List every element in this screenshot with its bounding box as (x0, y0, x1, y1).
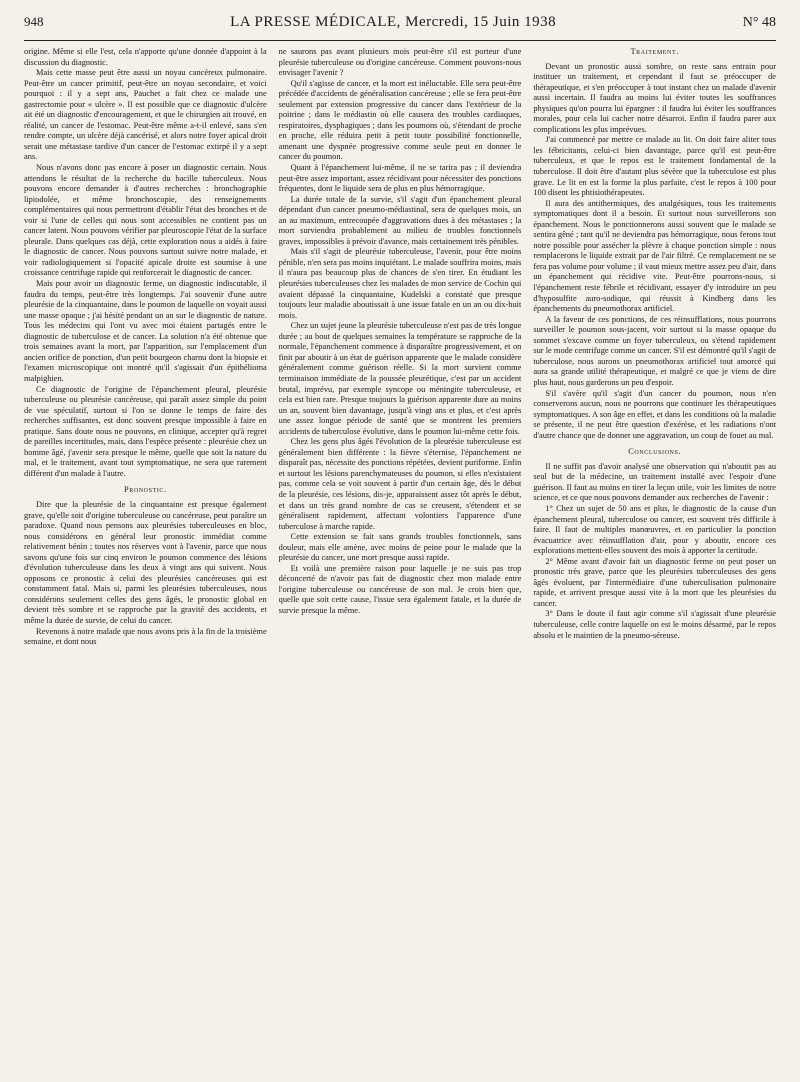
paragraph: Il aura des antithermiques, des analgésiques, tous les traitements symptomatiques dont il a besoin. Et surtout nous surveillerons son épanchement. Nous le ponctionnerons aussi souvent que le malade se sentira gêné ; tant qu'il ne deviendra pas hémorragique, nous ferons tout notre possible pour assécher la plèvre à chaque ponction simple : nous remplacerons le liquide extrait par de l'air filtré. Ce remplacement ne se fera pas volume pour volume ; il vaut mieux mettre assez peu d'air, dans un épanchement qui récidive vite. Peut-être pourrons-nous, si l'épanchement reste fébrile et récidivant, essayer d'y introduire un peu d'hyposulfite auro-sodique, qui réussit à Kindberg dans les épanchements du pneumothorax artificiel. (533, 198, 777, 314)
paragraph: 3° Dans le doute il faut agir comme s'il s'agissait d'une pleurésie tuberculeuse, celle contre laquelle on est le moins désarmé, par le repos absolu et le maintien de la pneumo-séreuse. (533, 609, 777, 640)
journal-title: LA PRESSE MÉDICALE, Mercredi, 15 Juin 1938 (230, 14, 557, 30)
paragraph: 2° Même avant d'avoir fait un diagnostic ferme on peut poser un pronostic très grave, parce que les pleurésies tuberculeuses des gens âgés évoluent, par l'intermédiaire d'une tuberculisation pulmonaire rapide, et arrivent presque aussi vite à la mort que les pleurésies du cancer. (533, 556, 777, 608)
paragraph: Nous n'avons donc pas encore à poser un diagnostic certain. Nous attendons le résultat de la recherche du bacille tuberculeux. Nous pouvons encore demander à d'autres recherches : bronchographie lipiodolée, et même bronchoscopie, des renseignements complémentaires qui nous permettront d'établir l'état des bronches et de voir si l'une de celles qui nous sont accessibles ne contient pas un cancer latent. Nous pouvons vérifier par pleuroscopie l'état de la surface pleurale. Dans quelques cas déjà, cette exploration nous a aidés à faire le diagnostic de cancer. Nous pouvons surtout suivre notre malade, et voir radiologiquement si l'opacité apicale droite est soumise à une croissance centrifuge rapide qui renforcerait le diagnostic de cancer. (24, 163, 267, 278)
paragraph: 1° Chez un sujet de 50 ans et plus, le diagnostic de la cause d'un épanchement pleural, tuberculose ou cancer, est souvent très difficile à faire. Il faut de multiples manœuvres, et en particulier la ponction évacuatrice avec réinsufflation d'air, pour y aboutir, encore ces explorations mettent-elles souvent des mois à apporter la certitude. (533, 503, 777, 556)
paragraph: S'il s'avère qu'il s'agit d'un cancer du poumon, nous n'en conserverons aucun, nous ne pourrons que continuer les thérapeutiques symptomatiques. A son âge en effet, et dans les conditions où la maladie se présente, il ne peut être question d'exérèse, et les radiations n'ont d'autre chance que de donner une aggravation, un coup de fouet au mal. (533, 388, 777, 440)
paragraph: J'ai commencé par mettre ce malade au lit. On doit faire aliter tous les fébricitants, celui-ci bien davantage, parce qu'il est peut-être tuberculeux, et que le repos est le traitement fondamental de la tuberculose. Il doit être d'autant plus sévère que la tuberculose est plus grave. Le lit en est la forme la plus parfaite, c'est le repos à 100 pour 100 disent les phtisiothérapeutes. (533, 135, 777, 198)
paragraph: Il ne suffit pas d'avoir analysé une observation qui n'aboutit pas au seul but de la médecine, un traitement installé avec l'espoir d'une guérison. Il faut au moins en tirer la leçon utile, voir les limites de notre science, et ce que nous pouvons demander aux recherches de l'avenir : (533, 461, 777, 503)
paragraph: origine. Même si elle l'est, cela n'apporte qu'une donnée d'appoint à la discussion du diagnostic. (24, 47, 267, 67)
paragraph: Mais pour avoir un diagnostic ferme, un diagnostic indiscutable, il faudra du temps, peut-être très longtemps. J'ai souvenir d'une autre pleurésie de la cinquantaine, dans le poumon de laquelle on voyait aussi une masse opaque ; j'ai hésité pendant un an sur le diagnostic de nature. Tous les médecins qui l'ont vu avec moi étaient partagés entre le diagnostic de tuberculose et de cancer. La solution n'a été obtenue que trois semaines avant la mort, par l'apparition, sur l'emplacement d'un ancien orifice de ponction, d'un petit bourgeon charnu dont la biopsie et l'examen microscopique ont montré qu'il s'agissait d'un épithélioma malpighien. (24, 279, 267, 383)
paragraph: Chez les gens plus âgés l'évolution de la pleurésie tuberculeuse est généralement bien différente : la fièvre s'éternise, l'épanchement ne disparaît pas, nécessite des ponctions répétées, devient puriforme. Enfin et surtout les lésions parenchymateuses du poumon, si elles n'existaient pas, comme cela se voit souvent à partir d'un certain âge, dès le début de la pleurésie, ces lésions, dis-je, apparaissent assez tôt après le début, et dans un très grand nombre de cas se creusent, s'étendent et se généralisent rapidement, affectant volontiers l'apparence d'une tuberculose à marche rapide. (278, 437, 522, 531)
paragraph: Mais s'il s'agit de pleurésie tuberculeuse, l'avenir, pour être moins pénible, n'en sera pas moins inquiétant. Le malade souffrira moins, mais il n'aura pas beaucoup plus de chances de s'en tirer. En étudiant les pleurésies tuberculeuses chez les malades de mon service de Cochin qui avaient dépassé la cinquantaine, Kudelski a constaté que presque toujours leur maladie aboutissait à une issue fatale en un an ou dix-huit mois. (278, 247, 522, 320)
issue-number: N° 48 (742, 15, 776, 30)
paragraph: Cette extension se fait sans grands troubles fonctionnels, sans douleur, mais elle amène, avec moins de peine pour le malade que la pleurésie du cancer, une mort presque aussi rapide. (278, 532, 522, 563)
paragraph: Et voilà une première raison pour laquelle je ne suis pas trop déconcerté de n'avoir pas fait de diagnostic chez mon malade entre l'origine tuberculeuse ou cancéreuse de son mal. Je crois bien que, quelle que soit cette cause, l'issue sera également fatale, et la durée de survie presque la même. (278, 563, 522, 615)
paragraph: A la faveur de ces ponctions, de ces réinsufflations, nous pourrons surveiller le poumon sous-jacent, voir surtout si la masse opaque du sommet s'excave comme un foyer tuberculeux, ou s'étend rapidement sur le mode centrifuge comme un cancer. S'il est démontré qu'il s'agit de tuberculose, nous aurons un pneumothorax artificiel tout amorcé qui aura sa grande utilité thérapeutique, et malgré ce que je viens de dire plus haut, nous garderons un peu d'espoir. (533, 314, 777, 387)
column-2 (279, 47, 522, 1077)
paragraph: Ce diagnostic de l'origine de l'épanchement pleural, pleurésie tuberculeuse ou pleurésie cancéreuse, qui paraît assez simple du point de vue spéculatif, surtout si l'on se donne le temps de faire des recherches suffisantes, est donc souvent presque impossible à faire en pratique. Sans doute nous ne pouvons, en clinique, accepter qu'à regret de pareilles incertitudes, mais, dans l'espèce présente : pleurésie chez un homme âgé, j'avenir sera presque le même, quelle que soit la nature du mal, et le traitement, avant tout symptomatique, ne sera que rarement différent d'un malade à l'autre. (24, 384, 267, 478)
paragraph: Quant à l'épanchement lui-même, il ne se tarira pas ; il deviendra peut-être assez important, assez récidivant pour nécessiter des ponctions fréquentes, dont le liquide sera de plus en plus hémorragique. (278, 163, 522, 194)
column-1 (24, 47, 267, 1077)
section-heading-pronostic: Pronostic. (123, 485, 167, 495)
paragraph: ne saurons pas avant plusieurs mois peut-être s'il est porteur d'une pleurésie tuberculeuse ou d'origine cancéreuse. Comment pouvons-nous envisager l'avenir ? (278, 47, 522, 78)
paragraph: Qu'il s'agisse de cancer, et la mort est inéluctable. Elle sera peut-être précédée d'accidents de généralisation cancéreuse ; elle se fera peut-être seulement par extension progressive du cancer dans l'extérieur de la poitrine ; dans le médiastin où elle causera des troubles cardiaques, respiratoires, dysphagiques ; dans les poumons où, s'étendant de proche en proche, elle réduira petit à petit toute possibilité fonctionnelle, amenant une dyspnée progressive comme seule peut en donner le cancer du poumon. (278, 78, 522, 162)
paragraph: Mais cette masse peut être aussi un noyau cancéreux pulmonaire. Peut-être un cancer primitif, peut-être un noyau secondaire, et voici pourquoi : il y a sept ans, Pauchet a fait chez ce malade une gastrectomie pour « ulcère ». Il est possible que ce diagnostic d'ulcère ait été un diagnostic d'encouragement, et que le chirurgien ait trouvé, en réalité, un cancer de l'estomac. Peut-être même a-t-il enlevé, sans s'en rendre compte, un ulcère déjà cancérisé, et alors notre foyer apical droit serait une métastase tardive d'un cancer de l'estomac extirpé il y a sept ans. (24, 68, 267, 162)
header-rule (24, 40, 776, 41)
paragraph: Devant un pronostic aussi sombre, on reste sans entrain pour instituer un traitement, et cependant il faut se préoccuper de thérapeutique, et s'en préoccuper à tout instant chez un malade d'avenir aussi incertain. Il faudra au moins lui éviter toutes les souffrances physiques qu'on pourra lui épargner : il faudra lui éviter les souffrances morales, pour cela lui cacher notre désarroi. Enfin il faudra parer aux complications les plus imprévues. (533, 61, 777, 134)
paragraph: Revenons à notre malade que nous avons pris à la fin de la troisième semaine, et dont nous (24, 626, 267, 647)
section-heading-conclusions: Conclusions. (628, 447, 682, 457)
page-number: 948 (24, 14, 44, 29)
paragraph: Chez un sujet jeune la pleurésie tuberculeuse n'est pas de très longue durée ; au bout de quelques semaines la température se rapproche de la normale, l'épanchement commence à disparaître progressivement, et on finit par aboutir à un état de guérison apparente que le malade considère généralement comme guérison réelle. Si la mort survient comme terminaison immédiate de la poussée pleurétique, c'est par un accident brutal, imprévu, par exemple syncope ou méningite tuberculeuse, et cela est bien rare. Presque toujours la guérison apparente dure au moins un an, souvent bien davantage, jusqu'à vingt ans et plus, et c'est après une assez longue période de santé que se montrent les premiers accidents de tuberculose évolutive, dans le poumon lui-même cette fois. (278, 321, 522, 436)
paragraph: La durée totale de la survie, s'il s'agit d'un épanchement pleural dépendant d'un cancer pneumo-médiastinal, sera de quelques mois, un an au maximum, entrecoupée d'aggravations dues à des métastases ; la mort surviendra probablement au milieu de troubles fonctionnels graves, impossibles à prévoir d'avance, mais certainement très pénibles. (278, 194, 522, 246)
text-columns (24, 47, 776, 1077)
section-heading-traitement: Traitement. (630, 47, 679, 56)
running-header (24, 14, 776, 38)
paragraph: Dire que la pleurésie de la cinquantaine est presque également grave, qu'elle soit d'origine tuberculeuse ou cancéreuse, peut paraître un paradoxe. Quand nous pensons aux pleurésies tuberculeuses en bloc, nous considérons en général leur pronostic immédiat comme relativement bénin ; toutes nos réserves vont à l'avenir, parce que nous savons qu'une fois sur cinq environ le poumon commence des lésions d'évolution tuberculeuse dans les deux à vingt ans qui suivent. Nous opposons ce pronostic à celui des pleurésies cancéreuses qui est constamment fatal. Mais si, parmi les pleurésies tuberculeuses, nous considérons seulement celles des gens âgés, le pronostic global en devient très sombre et se rapproche par la gravité des accidents, et même la durée de survie, de celui du cancer. (24, 499, 267, 625)
column-3 (533, 47, 776, 1077)
